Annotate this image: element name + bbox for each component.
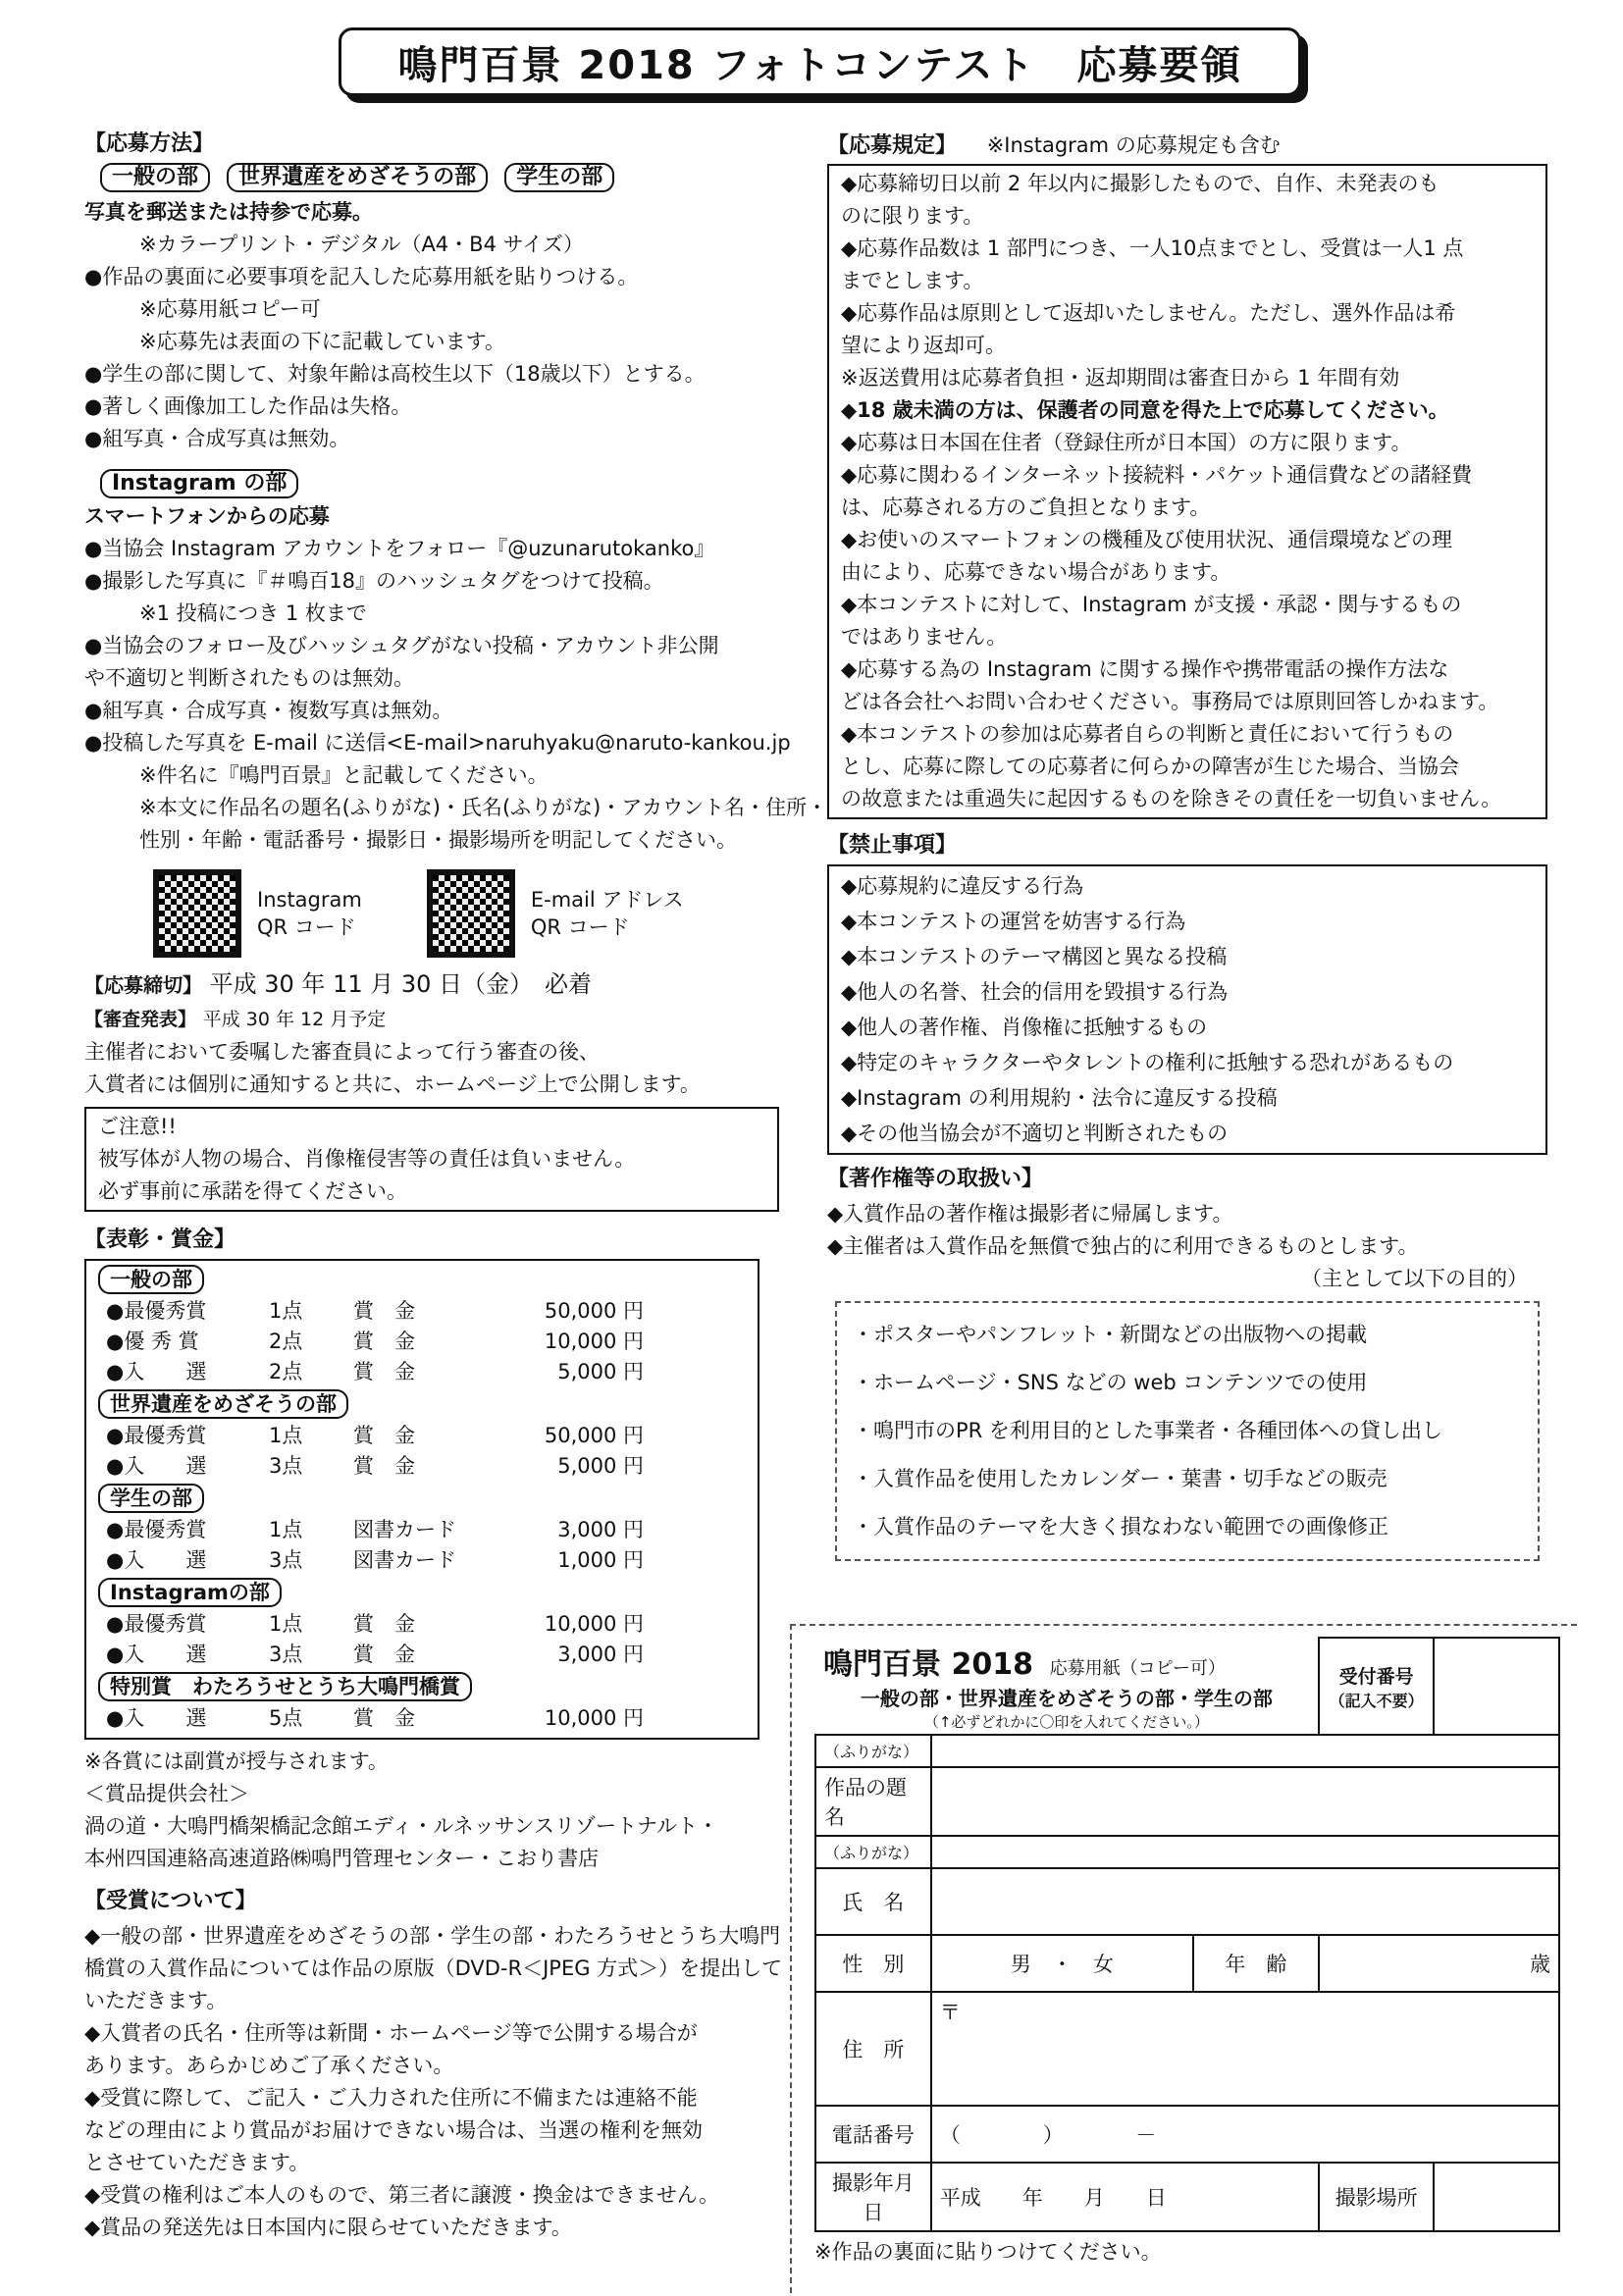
receipt-label: 受付番号: [1338, 1665, 1414, 1688]
award-cell: 1点: [269, 1518, 303, 1541]
division-tag: 世界遺産をめざそうの部: [227, 163, 488, 192]
name-label: 氏 名: [815, 1868, 931, 1935]
phone-label: 電話番号: [815, 2106, 931, 2163]
purpose-line: ・入賞作品のテーマを大きく損なわない範囲での画像修正: [853, 1515, 1388, 1539]
award-cell: 3点: [269, 1548, 303, 1572]
award-cell: 賞 金: [353, 1612, 415, 1636]
award-cell: 10,000 円: [544, 1330, 644, 1353]
purpose-line: ・入賞作品を使用したカレンダー・葉書・切手などの販売: [853, 1467, 1387, 1490]
insta-line: ●当協会 Instagram アカウントをフォロー『@uzunarutokanko』: [84, 537, 715, 560]
sponsor-line: 本州四国連絡高速道路㈱鳴門管理センター・こおり書店: [84, 1847, 600, 1870]
award-group-tag: Instagramの部: [98, 1578, 282, 1607]
award-cell: 1点: [269, 1612, 303, 1636]
purpose-line: ・ポスターやパンフレット・新聞などの出版物への掲載: [853, 1323, 1367, 1346]
title-furigana-field[interactable]: [931, 1735, 1559, 1767]
award-cell: 3,000 円: [557, 1643, 644, 1666]
award-row: [98, 1640, 652, 1670]
rules-line: までとします。: [841, 269, 984, 292]
purpose-box: [835, 1301, 1540, 1561]
rules-line: ◆18 歳未満の方は、保護者の同意を得た上で応募してください。: [841, 398, 1449, 422]
purpose-line: ・ホームページ・SNS などの web コンテンツでの使用: [853, 1371, 1368, 1394]
insta-line: 性別・年齢・電話番号・撮影日・撮影場所を明記してください。: [139, 828, 737, 852]
award-cell: ●入 選: [106, 1548, 207, 1572]
award-row: [98, 1421, 652, 1451]
award-cell: ●優 秀 賞: [106, 1330, 199, 1353]
mail-line: ●作品の裏面に必要事項を記入した応募用紙を貼りつける。: [84, 265, 639, 288]
deadline-value: 平成 30 年 11 月 30 日（金） 必着: [209, 970, 593, 998]
award-row: [98, 1703, 652, 1734]
rules-line: のに限ります。: [841, 204, 984, 228]
award-cell: ●最優秀賞: [106, 1424, 207, 1447]
name-furigana-field[interactable]: [931, 1836, 1559, 1868]
award-table: [98, 1515, 652, 1576]
award-cell: ●最優秀賞: [106, 1612, 207, 1636]
award-cell: 2点: [269, 1330, 303, 1353]
award-cell: 10,000 円: [544, 1612, 644, 1636]
deadline-label: 【応募締切】: [84, 973, 202, 997]
prohibit-line: ◆特定のキャラクターやタレントの権利に抵触する恐れがあるもの: [841, 1051, 1454, 1074]
phone-field[interactable]: （ ） －: [931, 2106, 1559, 2163]
award-cell: ●入 選: [106, 1454, 207, 1478]
award-row: [98, 1327, 652, 1357]
insta-line: ●投稿した写真を E-mail に送信<E-mail>naruhyaku@naruto-kankou.jp: [84, 731, 791, 755]
prohibit-box: [827, 864, 1547, 1155]
prohibit-line: ◆本コンテストの運営を妨害する行為: [841, 910, 1186, 933]
notice-line: 必ず事前に承諾を得てください。: [98, 1179, 407, 1203]
address-field[interactable]: 〒: [931, 1992, 1559, 2106]
award-cell: ●入 選: [106, 1706, 207, 1730]
sponsor-line: 渦の道・大鳴門橋架橋記念館エディ・ルネッサンスリゾートナルト・: [84, 1814, 718, 1838]
division-tag: 学生の部: [504, 163, 614, 192]
copyright-heading: 【著作権等の取扱い】: [827, 1167, 1044, 1191]
rules-line: ◆応募に関わるインターネット接続料・パケット通信費などの諸経費: [841, 463, 1473, 487]
award-cell: 賞 金: [353, 1706, 415, 1730]
award-group-tag: 一般の部: [98, 1265, 204, 1294]
sex-field[interactable]: 男 ・ 女: [931, 1935, 1193, 1992]
award-cell: 3点: [269, 1643, 303, 1666]
award-cell: 1,000 円: [557, 1548, 644, 1572]
receive-line: あります。あらかじめご了承ください。: [84, 2054, 454, 2077]
rules-line: ではありません。: [841, 625, 1008, 649]
award-row: [98, 1357, 652, 1387]
award-cell: 1点: [269, 1424, 303, 1447]
mail-line: ●学生の部に関して、対象年齢は高校生以下（18歳以下）とする。: [84, 362, 706, 386]
receive-line: などの理由により賞品がお届けできない場合は、当選の権利を無効: [84, 2118, 703, 2142]
award-cell: 賞 金: [353, 1360, 415, 1383]
award-cell: 賞 金: [353, 1424, 415, 1447]
rules-line: ◆応募は日本国在住者（登録住所が日本国）の方に限ります。: [841, 431, 1412, 454]
award-cell: 50,000 円: [544, 1299, 644, 1323]
rules-line: ◆本コンテストに対して、Instagram が支援・承認・関与するもの: [841, 593, 1462, 616]
rules-line: 望により返却可。: [841, 334, 1006, 357]
judge-label: 【審査発表】: [84, 1009, 197, 1030]
award-cell: 2点: [269, 1360, 303, 1383]
award-table: [98, 1296, 652, 1387]
rules-line: ◆応募締切日以前 2 年以内に撮影したもので、自作、未発表のも: [841, 172, 1440, 195]
insta-line: ●当協会のフォロー及びハッシュタグがない投稿・アカウント非公開: [84, 634, 719, 657]
date-field[interactable]: 平成 年 月 日: [931, 2163, 1319, 2231]
prohibit-line: ◆その他当協会が不適切と判断されたもの: [841, 1122, 1229, 1145]
rules-box: [827, 164, 1547, 819]
award-group-tag: 特別賞 わたろうせとうち大鳴門橋賞: [98, 1672, 472, 1701]
prohibit-line: ◆応募規約に違反する行為: [841, 874, 1084, 898]
award-table: [98, 1421, 652, 1482]
insta-line: ●撮影した写真に『＃鳴百18』のハッシュタグをつけて投稿。: [84, 569, 664, 593]
judge-line: 入賞者には個別に通知すると共に、ホームページ上で公開します。: [84, 1072, 701, 1096]
award-cell: 5点: [269, 1706, 303, 1730]
insta-line: ※件名に『鳴門百景』と記載してください。: [139, 763, 549, 787]
rules-line: ◆お使いのスマートフォンの機種及び使用状況、通信環境などの理: [841, 528, 1453, 551]
prohibit-heading: 【禁止事項】: [827, 833, 958, 858]
form-divisions[interactable]: 一般の部・世界遺産をめざそうの部・学生の部: [860, 1687, 1273, 1710]
prohibit-line: ◆本コンテストのテーマ構図と異なる投稿: [841, 945, 1228, 968]
qr-row: [153, 866, 783, 961]
award-table: [98, 1609, 652, 1670]
award-row: [98, 1609, 652, 1640]
address-label: 住 所: [815, 1992, 931, 2106]
form-divisions-note: （↑必ずどれかに〇印を入れてください。）: [923, 1713, 1209, 1731]
award-group-tag: 学生の部: [98, 1484, 204, 1513]
receive-line: とさせていただきます。: [84, 2151, 310, 2174]
purpose-note: （主として以下の目的）: [1301, 1267, 1528, 1290]
qr-label: QR コード: [530, 915, 630, 939]
rules-note: ※Instagram の応募規定も含む: [986, 133, 1281, 157]
method-heading: 【応募方法】: [84, 131, 215, 156]
receive-line: ◆受賞に際して、ご記入・ご入力された住所に不備または連絡不能: [84, 2086, 698, 2110]
receive-line: 橋賞の入賞作品については作品の原版（DVD-R＜JPEG 方式＞）を提出して: [84, 1957, 783, 1980]
receipt-field[interactable]: [1434, 1638, 1559, 1735]
award-cell: 5,000 円: [557, 1454, 644, 1478]
furigana-label: （ふりがな）: [815, 1836, 931, 1868]
rules-line: ◆応募する為の Instagram に関する操作や携帯電話の操作方法な: [841, 657, 1449, 681]
form-title: 鳴門百景 2018: [823, 1647, 1033, 1682]
award-cell: 賞 金: [353, 1299, 415, 1323]
award-cell: 賞 金: [353, 1330, 415, 1353]
form-footer: ※作品の裏面に貼りつけてください。: [814, 2240, 1162, 2264]
award-group-tag: 世界遺産をめざそうの部: [98, 1389, 348, 1419]
form-subtitle: 応募用紙（コピー可）: [1049, 1658, 1226, 1679]
judge-line: 主催者において委嘱した審査員によって行う審査の後、: [84, 1040, 600, 1064]
qr-label: QR コード: [257, 915, 356, 939]
notice-title: ご注意!!: [98, 1115, 177, 1138]
award-cell: 図書カード: [353, 1548, 456, 1572]
mail-line: ※カラープリント・デジタル（A4・B4 サイズ）: [139, 233, 584, 256]
rules-line: ◆本コンテストの参加は応募者自らの判断と責任において行うもの: [841, 722, 1454, 746]
division-tag: 一般の部: [100, 163, 210, 192]
rules-line: どは各会社へお問い合わせください。事務局では原則回答しかねます。: [841, 690, 1499, 713]
rules-line: 由により、応募できない場合があります。: [841, 560, 1231, 584]
receive-line: ◆入賞者の氏名・住所等は新聞・ホームページ等で公開する場合が: [84, 2021, 698, 2045]
rules-line: ◆応募作品数は 1 部門につき、一人10点までとし、受賞は一人1 点: [841, 236, 1464, 260]
entry-form: [814, 1637, 1560, 2269]
mail-line: ●組写真・合成写真は無効。: [84, 427, 350, 450]
notice-line: 被写体が人物の場合、肖像権侵害等の責任は負いません。: [98, 1147, 636, 1171]
award-cell: ●最優秀賞: [106, 1518, 207, 1541]
rules-line: の故意または重過失に起因するものを除きその責任を一切負いません。: [841, 787, 1502, 810]
receive-line: ◆賞品の発送先は日本国内に限らせていただきます。: [84, 2216, 572, 2239]
award-cell: 5,000 円: [557, 1360, 644, 1383]
rules-line: とし、応募に際しての応募者に何らかの障害が生じた場合、当協会: [841, 755, 1459, 778]
division-tags: [100, 163, 783, 192]
sponsor-line: ＜賞品提供会社＞: [84, 1782, 249, 1805]
award-cell: 1点: [269, 1299, 303, 1323]
entry-form-table: [814, 1637, 1560, 2232]
sponsor-line: ※各賞には副賞が授与されます。: [84, 1749, 389, 1773]
mail-line: ●著しく画像加工した作品は失格。: [84, 394, 412, 418]
receive-heading: 【受賞について】: [84, 1889, 257, 1913]
copyright-line: ◆主催者は入賞作品を無償で独占的に利用できるものとします。: [827, 1234, 1419, 1258]
prohibit-line: ◆Instagram の利用規約・法令に違反する投稿: [841, 1086, 1278, 1110]
award-cell: 図書カード: [353, 1518, 456, 1541]
award-heading: 【表彰・賞金】: [84, 1227, 236, 1252]
mail-line: ※応募用紙コピー可: [139, 297, 321, 321]
place-field[interactable]: [1434, 2163, 1559, 2231]
place-label: 撮影場所: [1319, 2163, 1435, 2231]
insta-line: ※1 投稿につき 1 枚まで: [139, 601, 367, 625]
judge-value: 平成 30 年 12 月予定: [202, 1009, 387, 1030]
award-cell: 3点: [269, 1454, 303, 1478]
qr-label: E-mail アドレス: [530, 888, 684, 912]
receive-line: ◆受賞の権利はご本人のもので、第三者に譲渡・換金はできません。: [84, 2183, 719, 2207]
award-cell: 賞 金: [353, 1643, 415, 1666]
age-field[interactable]: 歳: [1319, 1935, 1559, 1992]
name-field[interactable]: [931, 1868, 1559, 1935]
award-cell: 10,000 円: [544, 1706, 644, 1730]
insta-line: や不適切と判断されたものは無効。: [84, 666, 414, 690]
furigana-label: （ふりがな）: [815, 1735, 931, 1767]
rules-line: ※返送費用は応募者負担・返却期間は審査日から 1 年間有効: [841, 366, 1400, 390]
purpose-line: ・鳴門市のPR を利用目的とした事業者・各種団体への貸し出し: [853, 1419, 1442, 1442]
instagram-qr-code[interactable]: [153, 869, 241, 958]
award-row: [98, 1296, 652, 1327]
work-title-field[interactable]: [931, 1767, 1559, 1836]
award-row: [98, 1451, 652, 1482]
instagram-tag: Instagram の部: [100, 469, 298, 498]
award-cell: ●最優秀賞: [106, 1299, 207, 1323]
rules-heading: 【応募規定】: [827, 133, 958, 158]
receive-line: ◆一般の部・世界遺産をめざそうの部・学生の部・わたろうせとうち大鳴門: [84, 1924, 781, 1948]
right-column: [827, 130, 1547, 1561]
email-qr-code[interactable]: [427, 869, 515, 958]
receive-line: いただきます。: [84, 1989, 228, 2012]
mail-line: ※応募先は表面の下に記載しています。: [139, 330, 505, 353]
award-box: [84, 1259, 759, 1740]
award-cell: 50,000 円: [544, 1424, 644, 1447]
prohibit-line: ◆他人の名誉、社会的信用を毀損する行為: [841, 980, 1229, 1004]
insta-line: ※本文に作品名の題名(ふりがな)・氏名(ふりがな)・アカウント名・住所・: [139, 796, 828, 819]
prohibit-line: ◆他人の著作権、肖像権に抵触するもの: [841, 1016, 1208, 1039]
date-label: 撮影年月日: [815, 2163, 931, 2231]
rules-line: ◆応募作品は原則として返却いたしません。ただし、選外作品は希: [841, 301, 1456, 325]
mail-line: 写真を郵送または持参で応募。: [84, 200, 373, 224]
award-cell: 賞 金: [353, 1454, 415, 1478]
age-label: 年 齢: [1193, 1935, 1319, 1992]
rules-line: は、応募される方のご負担となります。: [841, 496, 1211, 519]
page-title: 鳴門百景 2018 フォトコンテスト 応募要領: [339, 27, 1301, 96]
receipt-note: （記入不要）: [1329, 1691, 1424, 1710]
insta-line: スマートフォンからの応募: [84, 504, 330, 528]
insta-line: ●組写真・合成写真・複数写真は無効。: [84, 699, 453, 722]
award-cell: ●入 選: [106, 1360, 207, 1383]
award-row: [98, 1515, 652, 1545]
award-cell: ●入 選: [106, 1643, 207, 1666]
qr-label: Instagram: [257, 888, 362, 912]
sex-label: 性 別: [815, 1935, 931, 1992]
award-cell: 3,000 円: [557, 1518, 644, 1541]
notice-box: [84, 1107, 779, 1212]
award-table: [98, 1703, 652, 1734]
award-row: [98, 1545, 652, 1576]
copyright-line: ◆入賞作品の著作権は撮影者に帰属します。: [827, 1202, 1233, 1226]
work-title-label: 作品の題名: [815, 1767, 931, 1836]
left-column: [84, 130, 828, 2244]
